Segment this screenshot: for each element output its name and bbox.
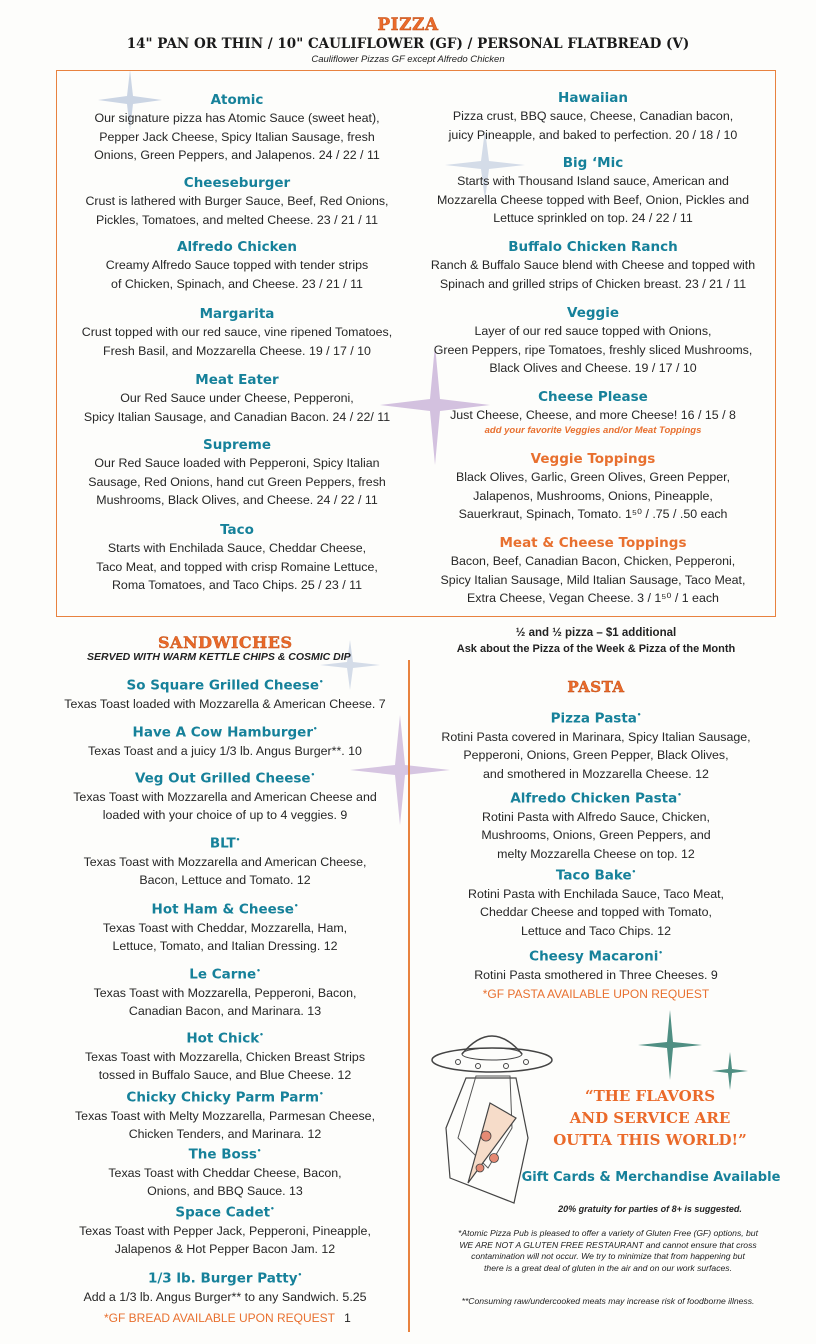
menu-item-name-text: Veg Out Grilled Cheese [134, 770, 311, 787]
menu-item [40, 1266, 410, 1306]
menu-item-name-text: BLT [209, 835, 236, 852]
menu-item [56, 174, 418, 229]
menu-item-name-text: Alfredo Chicken Pasta [510, 790, 678, 807]
menu-item-description: Just Cheese, Cheese, and more Cheese! 16 / 15 / 8 [450, 408, 736, 422]
menu-item-name [416, 706, 776, 728]
pizza-note: Cauliflower Pizzas GF except Alfredo Chicken [311, 54, 505, 65]
menu-item-name-text: Taco [220, 522, 254, 538]
sandwiches-subtitle: SERVED WITH WARM KETTLE CHIPS & COSMIC DIP [87, 651, 351, 663]
menu-item-description: Texas Toast and a juicy 1/3 lb. Angus Burger**. 10 [88, 743, 362, 758]
menu-item-description: Texas Toast with Pepper Jack, Pepperoni, Pineapple, [79, 1223, 371, 1238]
menu-item [56, 371, 418, 426]
menu-item-description: Spicy Italian Sausage, Mild Italian Sausage, Taco Meat, [440, 572, 746, 587]
menu-item-description: Pepper Jack Cheese, Spicy Italian Sausage, fresh [99, 129, 375, 144]
menu-item-description: Rotini Pasta covered in Marinara, Spicy Italian Sausage, [441, 729, 751, 744]
menu-item-description: Our Red Sauce loaded with Pepperoni, Spicy Italian [94, 456, 380, 470]
menu-item-description: Texas Toast with Mozzarella, Chicken Breast Strips [84, 1049, 366, 1064]
menu-item-name [412, 238, 774, 256]
menu-item-name-text: Big ‘Mic [562, 155, 624, 171]
menu-item-name [412, 89, 774, 107]
menu-item-description: Bacon, Beef, Canadian Bacon, Chicken, Pepperoni, [450, 554, 736, 568]
dot-icon: • [631, 868, 637, 876]
menu-item-description: Green Peppers, ripe Tomatoes, freshly sliced Mushrooms, [433, 342, 753, 357]
menu-item-name [40, 1266, 410, 1288]
menu-item-description: Add a 1/3 lb. Angus Burger** to any Sandwich. 5.25 [83, 1289, 367, 1304]
menu-item-description: Extra Cheese, Vegan Cheese. 3 / 1⁵⁰ / 1 each [467, 591, 719, 605]
menu-item-description: Texas Toast loaded with Mozzarella & American Cheese. 7 [64, 696, 386, 711]
gluten-line: *Atomic Pizza Pub is pleased to offer a variety of Gluten Free (GF) options, but [458, 1228, 758, 1238]
menu-item-description: Ranch & Buffalo Sauce blend with Cheese and topped with [430, 258, 756, 272]
promo-quote-line: OUTTA THIS WORLD!” [553, 1131, 747, 1149]
menu-item [40, 673, 410, 713]
menu-item-description: Layer of our red sauce topped with Onions, [474, 324, 712, 338]
menu-item-name [40, 831, 410, 853]
half-half-note: ½ and ½ pizza – $1 additional [515, 627, 677, 639]
menu-item-description: Mozzarella Cheese topped with Beef, Onion, Pickles and [436, 192, 749, 207]
menu-item [40, 720, 410, 760]
menu-item-description: Texas Toast with Mozzarella and American Cheese and [73, 789, 377, 804]
menu-item-description: Cheddar Cheese and topped with Tomato, [480, 905, 712, 919]
menu-item-name-text: Taco Bake [555, 867, 632, 884]
menu-item-description: Sausage, Red Onions, hand cut Green Peppers, fresh [88, 474, 386, 489]
dot-icon: • [658, 949, 663, 957]
menu-item [56, 305, 418, 360]
menu-item [56, 91, 418, 165]
menu-item-description: melty Mozzarella Cheese on top. 12 [497, 846, 695, 861]
dot-icon: • [319, 678, 324, 686]
menu-item-name [40, 1085, 410, 1107]
sandwiches-title: SANDWICHES [158, 633, 293, 652]
menu-item-name [416, 786, 776, 808]
menu-item-description: Black Olives and Cheese. 19 / 17 / 10 [489, 361, 697, 375]
menu-item-name [412, 388, 774, 406]
menu-item-name-text: Atomic [210, 92, 264, 108]
menu-item-name [40, 1142, 410, 1164]
menu-item [416, 786, 776, 863]
menu-item-description: of Chicken, Spinach, and Cheese. 23 / 21 / 11 [111, 276, 363, 291]
dot-icon: • [319, 1090, 324, 1098]
menu-item [412, 89, 774, 144]
menu-item-description: Mushrooms, Onions, Green Peppers, and [481, 828, 711, 842]
menu-item-description: and smothered in Mozzarella Cheese. 12 [483, 766, 709, 781]
pizza-of-week-note: Ask about the Pizza of the Week & Pizza of the Month [456, 643, 736, 655]
dot-icon: • [256, 967, 261, 975]
menu-item-name-text: Veggie [567, 305, 619, 321]
menu-item-description: Rotini Pasta with Alfredo Sauce, Chicken, [482, 809, 710, 824]
menu-item-description: Our Red Sauce under Cheese, Pepperoni, [120, 391, 354, 405]
menu-item [412, 388, 774, 436]
menu-item-name-text: Cheeseburger [183, 175, 291, 191]
gf-pasta-note: *GF PASTA AVAILABLE UPON REQUEST [482, 987, 710, 1001]
menu-item-description: Crust topped with our red sauce, vine ripened Tomatoes, [81, 325, 393, 339]
raw-meat-warning: **Consuming raw/undercooked meats may increase risk of foodborne illness. [461, 1296, 755, 1306]
menu-item-description: loaded with your choice of up to 4 veggies. 9 [102, 808, 348, 822]
menu-item-name [412, 450, 774, 468]
menu-item-description: Texas Toast with Mozzarella, Pepperoni, Bacon, [93, 985, 357, 1000]
menu-item-name-text: The Boss [188, 1146, 257, 1163]
menu-item-name [40, 897, 410, 919]
menu-item-description: Onions, Green Peppers, and Jalapenos. 24 / 22 / 11 [94, 148, 380, 162]
menu-item-description: Spicy Italian Sausage, and Canadian Bacon. 24 / 22/ 11 [83, 409, 391, 424]
menu-item-description: Pizza crust, BBQ sauce, Cheese, Canadian bacon, [452, 109, 734, 123]
menu-item-name [40, 962, 410, 984]
menu-item-name [40, 1026, 410, 1048]
dot-icon: • [259, 1031, 264, 1039]
menu-item-name-text: Chicky Chicky Parm Parm [126, 1089, 320, 1106]
menu-item-description: Pickles, Tomatoes, and melted Cheese. 23 / 21 / 11 [96, 212, 378, 227]
menu-item-name-text: Pizza Pasta [550, 710, 637, 727]
menu-item-name [56, 521, 418, 539]
menu-item-description: Chicken Tenders, and Marinara. 12 [128, 1127, 322, 1141]
menu-item-name [56, 436, 418, 454]
menu-item [412, 450, 774, 524]
menu-item-description: Taco Meat, and topped with crisp Romaine Lettuce, [96, 559, 378, 574]
menu-item-description: Our signature pizza has Atomic Sauce (sweet heat), [94, 111, 380, 125]
promo-quote-line: AND SERVICE ARE [569, 1109, 731, 1127]
menu-item [56, 436, 418, 510]
menu-item-description: Pepperoni, Onions, Green Pepper, Black Olives, [463, 748, 729, 762]
menu-item-name [416, 944, 776, 966]
menu-item [40, 1026, 410, 1085]
menu-item [412, 238, 774, 293]
menu-item [416, 944, 776, 984]
menu-item-description: Crust is lathered with Burger Sauce, Beef, Red Onions, [85, 194, 389, 208]
menu-item-name-text: Supreme [202, 437, 272, 453]
gf-bread-note [104, 1311, 351, 1325]
menu-item [40, 766, 410, 825]
menu-item-description: Texas Toast with Cheddar, Mozzarella, Ham, [102, 920, 348, 935]
menu-item-description: juicy Pineapple, and baked to perfection. 20 / 18 / 10 [448, 127, 738, 142]
gluten-line: there is a great deal of gluten in the air and on our work surfaces. [484, 1262, 732, 1273]
menu-item-name-text: Meat & Cheese Toppings [499, 535, 687, 551]
pizza-title: PIZZA [377, 15, 439, 35]
menu-item-name [412, 534, 774, 552]
promo-quote [530, 1085, 770, 1151]
menu-item-name [56, 91, 418, 109]
menu-item-description: Texas Toast with Cheddar Cheese, Bacon, [108, 1165, 342, 1180]
menu-item [416, 706, 776, 783]
menu-item-name [416, 863, 776, 885]
dot-icon: • [310, 771, 316, 779]
dot-icon: • [270, 1205, 275, 1213]
menu-item [412, 304, 774, 378]
menu-item-description: Lettuce, Tomato, and Italian Dressing. 12 [112, 939, 338, 953]
menu-item [56, 238, 418, 293]
menu-item-name [56, 238, 418, 256]
menu-item-description: Roma Tomatoes, and Taco Chips. 25 / 23 / 11 [111, 578, 363, 592]
menu-item-description: Creamy Alfredo Sauce topped with tender strips [105, 258, 369, 272]
dot-icon: • [677, 791, 682, 799]
menu-item-name-text: Alfredo Chicken [177, 239, 297, 255]
menu-item-name-text: So Square Grilled Cheese [126, 677, 319, 694]
menu-item-name [40, 1200, 410, 1222]
menu-item-name [412, 304, 774, 322]
gratuity-note: 20% gratuity for parties of 8+ is suggested. [558, 1204, 742, 1214]
menu-item-name-text: Cheesy Macaroni [529, 948, 659, 965]
menu-item-description: Fresh Basil, and Mozzarella Cheese. 19 / 17 / 10 [103, 343, 371, 358]
menu-item-description: Jalapenos & Hot Pepper Bacon Jam. 12 [114, 1242, 336, 1256]
dot-icon: • [297, 1271, 303, 1279]
menu-item-description: Starts with Enchilada Sauce, Cheddar Cheese, [107, 541, 367, 555]
menu-item [412, 154, 774, 228]
menu-item-name [40, 673, 410, 695]
menu-item [40, 1142, 410, 1201]
dot-icon: • [235, 836, 241, 844]
menu-item-name [56, 174, 418, 192]
menu-item [40, 897, 410, 956]
menu-item-description: Canadian Bacon, and Marinara. 13 [128, 1004, 322, 1018]
menu-item-name-text: Hot Chick [186, 1030, 260, 1047]
menu-item-name [56, 371, 418, 389]
menu-item [40, 1085, 410, 1144]
menu-item-name-text: Le Carne [189, 966, 257, 983]
menu-item [40, 831, 410, 890]
dot-icon: • [312, 725, 318, 733]
menu-item-name-text: Space Cadet [175, 1204, 271, 1221]
menu-item-name-text: Cheese Please [538, 389, 648, 405]
sparkle-star-icon [638, 1010, 702, 1080]
menu-item-name-text: Veggie Toppings [530, 451, 656, 467]
dot-icon: • [293, 902, 299, 910]
menu-item-description: Spinach and grilled strips of Chicken breast. 23 / 21 / 11 [439, 276, 747, 291]
menu-item-name [56, 305, 418, 323]
gluten-disclaimer [420, 1228, 796, 1274]
menu-item-name-text: Meat Eater [195, 372, 279, 388]
menu-item-description: tossed in Buffalo Sauce, and Blue Cheese. 12 [98, 1068, 352, 1082]
menu-item-name-text: 1/3 lb. Burger Patty [147, 1270, 298, 1287]
menu-item-name-text: Have A Cow Hamburger [132, 724, 313, 741]
pasta-title: PASTA [567, 678, 625, 696]
menu-item-name-text: Margarita [199, 306, 275, 322]
dot-icon: • [256, 1147, 262, 1155]
menu-item-name-text: Hot Ham & Cheese [151, 901, 294, 918]
gf-bread-text: *GF BREAD AVAILABLE UPON REQUEST [104, 1311, 335, 1325]
pizza-slice-icon [468, 1103, 516, 1183]
menu-item-name-text: Buffalo Chicken Ranch [508, 239, 678, 255]
menu-item-description: Rotini Pasta with Enchilada Sauce, Taco Meat, [468, 886, 724, 901]
menu-item-name [412, 154, 774, 172]
gluten-line: contamination will not occur. We try to minimize that from happening but [471, 1251, 745, 1261]
menu-item [412, 534, 774, 608]
menu-item-description: Lettuce and Taco Chips. 12 [521, 923, 671, 938]
pizza-sizes: 14" PAN OR THIN / 10" CAULIFLOWER (GF) / PERSONAL FLATBREAD (V) [126, 36, 690, 52]
menu-item-name [40, 766, 410, 788]
menu-item [56, 521, 418, 595]
menu-item [40, 1200, 410, 1259]
gluten-line: WE ARE NOT A GLUTEN FREE RESTAURANT and cannot ensure that cross [459, 1239, 757, 1250]
menu-item-description: Mushrooms, Black Olives, and Cheese. 24 / 22 / 11 [96, 493, 378, 507]
menu-item-description: Bacon, Lettuce and Tomato. 12 [139, 873, 311, 887]
menu-item [416, 863, 776, 940]
menu-item-description: Texas Toast with Melty Mozzarella, Parmesan Cheese, [74, 1108, 376, 1123]
menu-item-description: Black Olives, Garlic, Green Olives, Green Pepper, [455, 470, 731, 484]
gf-bread-price: 1 [344, 1311, 351, 1325]
menu-item-description: Starts with Thousand Island sauce, American and [457, 174, 729, 188]
menu-item-name [40, 720, 410, 742]
menu-item-description: Texas Toast with Mozzarella and American Cheese, [83, 854, 367, 869]
menu-item-name-text: Hawaiian [558, 90, 628, 106]
menu-item-description: Lettuce sprinkled on top. 24 / 22 / 11 [493, 211, 693, 225]
menu-item-description: Jalapenos, Mushrooms, Onions, Pineapple, [473, 488, 713, 503]
menu-item-description: Rotini Pasta smothered in Three Cheeses. 9 [474, 967, 718, 982]
menu-item-description: Sauerkraut, Spinach, Tomato. 1⁵⁰ / .75 / .50 each [458, 507, 728, 521]
menu-item-note: add your favorite Veggies and/or Meat Toppings [484, 424, 702, 436]
promo-quote-line: “THE FLAVORS [584, 1087, 716, 1105]
dot-icon: • [636, 711, 642, 719]
menu-item [40, 962, 410, 1021]
gift-cards-note: Gift Cards & Merchandise Available [521, 1170, 781, 1185]
menu-item-description: Onions, and BBQ Sauce. 13 [147, 1184, 303, 1198]
